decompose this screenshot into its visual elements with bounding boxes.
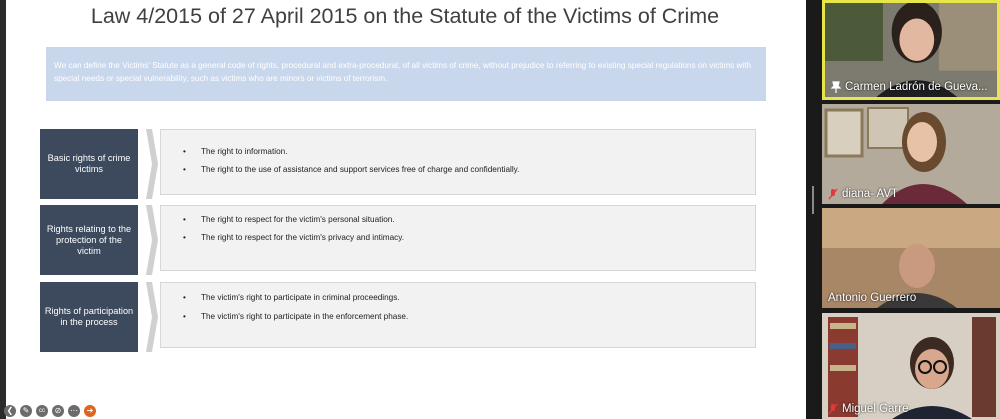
mic-muted-icon: [828, 403, 838, 415]
participant-tile[interactable]: [822, 104, 1000, 204]
participant-tile[interactable]: [822, 208, 1000, 308]
pin-icon: [831, 81, 841, 93]
resize-handle[interactable]: [812, 186, 814, 214]
list-item: • The right to respect for the victim's privacy and intimacy.: [183, 233, 404, 242]
list-item: • The right to information.: [183, 147, 288, 156]
chevron-right-icon: [146, 129, 158, 199]
camera-off-icon[interactable]: ⊘: [52, 405, 64, 417]
next-slide-icon[interactable]: ➔: [84, 405, 96, 417]
panel-divider: [806, 0, 822, 419]
participant-name: Antonio Guerrero: [828, 292, 917, 304]
participant-tile[interactable]: [822, 313, 1000, 419]
definition-text: We can define the Victims' Statute as a general code of rights, procedural and extra-procedural, of all victims of crime, without prejudice to referring to existing special regulations on victims with special needs or special vulnerability, such as victims who are minors or victims of terrorism.: [54, 61, 752, 83]
previous-slide-icon[interactable]: ❮: [4, 405, 16, 417]
rights-list-box: [160, 129, 756, 195]
row-label: Rights of participation in the process: [40, 282, 138, 352]
pen-icon[interactable]: ✎: [20, 405, 32, 417]
slide-left-edge: [0, 0, 6, 419]
more-icon[interactable]: ⋯: [70, 406, 78, 415]
row-label: Basic rights of crime victims: [40, 129, 138, 199]
row-label: Rights relating to the protection of the victim: [40, 205, 138, 275]
participant-name: Carmen Ladrón de Gueva...: [831, 81, 988, 93]
rights-list-box: [160, 205, 756, 271]
participant-name: diana- AVT: [828, 188, 898, 200]
list-item: • The right to the use of assistance and support services free of charge and confidentially.: [183, 165, 520, 174]
list-item: • The victim's right to participate in the enforcement phase.: [183, 312, 409, 321]
participant-name: Miguel Garre: [828, 403, 908, 415]
chevron-right-icon: [146, 282, 158, 352]
participant-tile[interactable]: [822, 0, 1000, 100]
slide-title: Law 4/2015 of 27 April 2015 on the Statute of the Victims of Crime: [90, 4, 720, 28]
list-item: • The victim's right to participate in criminal proceedings.: [183, 293, 400, 302]
list-item: • The right to respect for the victim's personal situation.: [183, 215, 395, 224]
captions-icon[interactable]: cc: [36, 405, 48, 417]
rights-list-box: [160, 282, 756, 348]
chevron-right-icon: [146, 205, 158, 275]
presentation-toolbar: [4, 404, 96, 418]
definition-box: [46, 47, 766, 101]
mic-muted-icon: [828, 188, 838, 200]
